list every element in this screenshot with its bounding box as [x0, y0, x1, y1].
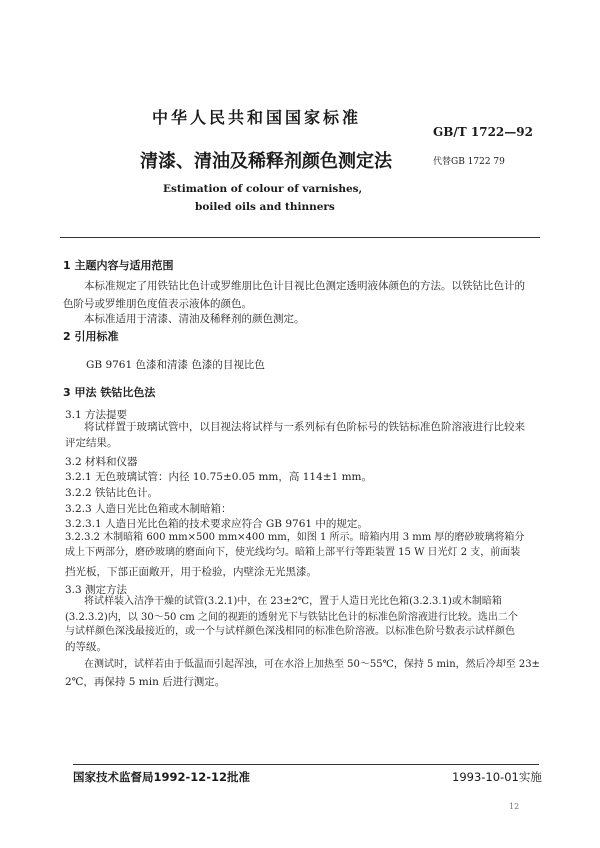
paragraph: 色阶号或罗维朋色度值表示液体的颜色。: [63, 298, 252, 310]
clause-3-2-3-1: 3.2.3.1 人造日光比色箱的技术要求应符合 GB 9761 中的规定。: [65, 518, 368, 530]
section-3-2-heading: 3.2 材料和仪器: [65, 456, 138, 468]
paragraph: 2℃，再保持 5 min 后进行测定。: [65, 676, 226, 688]
reference-item: GB 9761 色漆和清漆 色漆的目视比色: [86, 359, 265, 371]
footer-divider: [73, 764, 539, 765]
section-3-heading: 3 甲法 铁钴比色法: [63, 386, 156, 399]
replaces-note: 代替GB 1722 79: [433, 157, 505, 167]
section-3-1-heading: 3.1 方法提要: [65, 409, 128, 421]
paragraph: 将试样装入洁净干燥的试管(3.2.1)中，在 23±2℃，置于人造日光比色箱(3.2.3.1)或木制暗箱: [84, 596, 502, 607]
approval-date: 国家技术监督局1992-12-12批准: [73, 770, 251, 784]
paragraph: 与试样颜色深浅最接近的，或一个与试样颜色深浅相同的标准色阶溶液。以标准色阶号数表示试样颜色: [65, 626, 515, 637]
standard-code: GB/T 1722—92: [433, 125, 533, 139]
paragraph: 本标准规定了用铁钴比色计或罗维朋比色计目视比色测定透明液体颜色的方法。以铁钴比色计的: [84, 280, 525, 292]
clause-3-2-3: 3.2.3 人造日光比色箱或木制暗箱：: [65, 503, 232, 515]
page-number: 12: [509, 802, 520, 811]
clause-3-2-2: 3.2.2 铁钴比色计。: [65, 487, 159, 499]
paragraph: 成上下两部分，磨砂玻璃的磨面向下，使光线均匀。暗箱上部平行等距装置 15 W 日光灯 2 支，前面装: [65, 547, 521, 558]
paragraph: 评定结果。: [65, 437, 118, 449]
paragraph: 的等级。: [65, 641, 107, 653]
national-standard-heading: 中华人民共和国国家标准: [152, 108, 362, 127]
effective-date: 1993-10-01实施: [452, 770, 542, 784]
english-title-line2: boiled oils and thinners: [195, 201, 335, 213]
section-2-heading: 2 引用标准: [63, 330, 119, 343]
english-title-line1: Estimation of colour of varnishes,: [163, 183, 363, 195]
paragraph: 将试样置于玻璃试管中，以目视法将试样与一系列标有色阶标号的铁钴标准色阶溶液进行比较来: [84, 421, 525, 433]
header-divider: [60, 237, 540, 238]
paragraph: 在测试时，试样若由于低温而引起浑浊，可在水浴上加热至 50～55℃，保持 5 min，然后冷却至 23±: [84, 659, 540, 670]
section-3-3-heading: 3.3 测定方法: [65, 584, 128, 596]
clause-3-2-3-2: 3.2.3.2 木制暗箱 600 mm×500 mm×400 mm，如图 1 所示。暗箱内用 3 mm 厚的磨砂玻璃将箱分: [65, 532, 525, 543]
paragraph: (3.2.3.2)内，以 30～50 cm 之间的视距的透射光下与铁钴比色计的标准色阶溶液进行比较。选出二个: [65, 612, 518, 623]
clause-3-2-1: 3.2.1 无色玻璃试管：内径 10.75±0.05 mm，高 114±1 mm。: [65, 471, 372, 483]
paragraph: 挡光板，下部正面敞开，用于检验，内壁涂无光黑漆。: [65, 566, 317, 578]
section-1-heading: 1 主题内容与适用范围: [63, 259, 174, 272]
paragraph: 本标准适用于清漆、清油及稀释剂的颜色测定。: [84, 313, 305, 325]
document-title: 清漆、清油及稀释剂颜色测定法: [140, 151, 392, 172]
